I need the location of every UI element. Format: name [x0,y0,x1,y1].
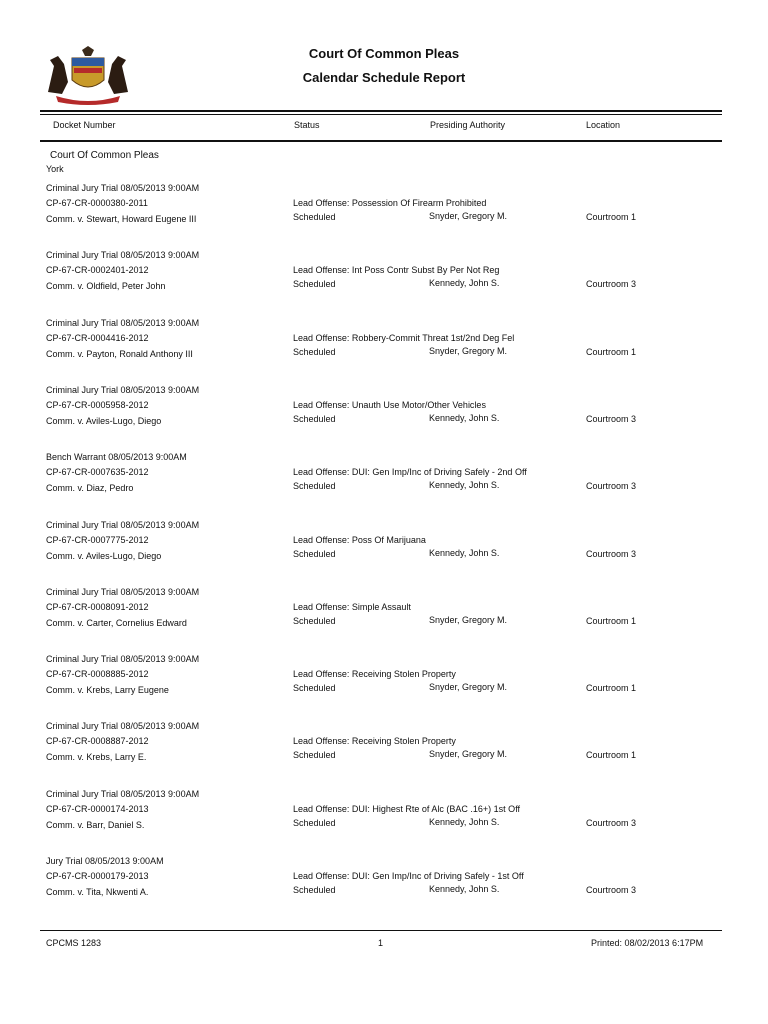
entry-presiding-authority: Snyder, Gregory M. [429,346,508,356]
entry-status: Scheduled [293,683,336,693]
entry-case-caption: Comm. v. Stewart, Howard Eugene III [46,214,197,224]
entry-presiding-authority: Snyder, Gregory M. [429,749,508,759]
entry-lead-offense: Lead Offense: Robbery-Commit Threat 1st/2nd Deg Fel [293,333,515,343]
entry-hearing-type: Bench Warrant 08/05/2013 9:00AM [46,452,187,462]
entry-hearing-type: Criminal Jury Trial 08/05/2013 9:00AM [46,721,200,731]
entry-presiding-authority: Snyder, Gregory M. [429,615,508,625]
header-rule [40,110,722,112]
entry-lead-offense: Lead Offense: Simple Assault [293,602,411,612]
entry-docket-number: CP-67-CR-0000380-2011 [46,198,148,208]
calendar-entry [0,452,768,512]
entry-hearing-type: Criminal Jury Trial 08/05/2013 9:00AM [46,183,200,193]
entry-hearing-type: Jury Trial 08/05/2013 9:00AM [46,856,164,866]
entry-lead-offense: Lead Offense: Unauth Use Motor/Other Vehicles [293,400,486,410]
entry-docket-number: CP-67-CR-0000174-2013 [46,804,149,814]
entry-status: Scheduled [293,481,336,491]
calendar-entry [0,318,768,378]
entry-docket-number: CP-67-CR-0000179-2013 [46,871,149,881]
entry-docket-number: CP-67-CR-0007635-2012 [46,467,149,477]
column-header-location: Location [586,120,621,130]
column-header-authority: Presiding Authority [430,120,506,130]
column-header-docket: Docket Number [53,120,116,130]
entry-lead-offense: Lead Offense: Poss Of Marijuana [293,535,426,545]
entry-location: Courtroom 1 [586,683,637,693]
entry-status: Scheduled [293,347,336,357]
entry-status: Scheduled [293,818,336,828]
entry-location: Courtroom 1 [586,347,637,357]
entry-docket-number: CP-67-CR-0002401-2012 [46,265,149,275]
entry-status: Scheduled [293,616,336,626]
entry-docket-number: CP-67-CR-0008887-2012 [46,736,149,746]
entry-location: Courtroom 3 [586,818,637,828]
footer-rule [40,930,722,931]
entry-lead-offense: Lead Offense: Receiving Stolen Property [293,736,456,746]
entry-location: Courtroom 3 [586,481,637,491]
footer-form-id: CPCMS 1283 [46,938,102,948]
section-county: York [46,164,64,174]
entry-lead-offense: Lead Offense: Int Poss Contr Subst By Per Not Reg [293,265,500,275]
entry-location: Courtroom 1 [586,750,637,760]
report-court-title: Court Of Common Pleas [308,46,460,61]
entry-hearing-type: Criminal Jury Trial 08/05/2013 9:00AM [46,654,200,664]
entry-location: Courtroom 1 [586,212,637,222]
entry-presiding-authority: Snyder, Gregory M. [429,682,508,692]
entry-status: Scheduled [293,279,336,289]
calendar-entry [0,250,768,310]
calendar-entry [0,520,768,580]
entry-case-caption: Comm. v. Aviles-Lugo, Diego [46,416,162,426]
entry-docket-number: CP-67-CR-0007775-2012 [46,535,149,545]
calendar-entry [0,856,768,916]
entry-case-caption: Comm. v. Payton, Ronald Anthony III [46,349,193,359]
entry-status: Scheduled [293,750,336,760]
entry-docket-number: CP-67-CR-0008091-2012 [46,602,149,612]
header-rule-thin [40,114,722,115]
entry-case-caption: Comm. v. Carter, Cornelius Edward [46,618,187,628]
entry-status: Scheduled [293,212,336,222]
entry-case-caption: Comm. v. Krebs, Larry Eugene [46,685,169,695]
entry-case-caption: Comm. v. Tita, Nkwenti A. [46,887,149,897]
entry-hearing-type: Criminal Jury Trial 08/05/2013 9:00AM [46,789,200,799]
calendar-entry [0,183,768,243]
entry-presiding-authority: Kennedy, John S. [429,278,500,288]
entry-location: Courtroom 3 [586,414,637,424]
entry-lead-offense: Lead Offense: Receiving Stolen Property [293,669,456,679]
entry-lead-offense: Lead Offense: DUI: Gen Imp/Inc of Driving Safely - 2nd Off [293,467,527,477]
entry-presiding-authority: Snyder, Gregory M. [429,211,508,221]
entry-docket-number: CP-67-CR-0008885-2012 [46,669,149,679]
calendar-entry [0,721,768,781]
entry-hearing-type: Criminal Jury Trial 08/05/2013 9:00AM [46,250,200,260]
entry-docket-number: CP-67-CR-0005958-2012 [46,400,149,410]
entry-case-caption: Comm. v. Oldfield, Peter John [46,281,166,291]
column-header-rule [40,140,722,142]
footer-page-number: 1 [378,938,384,948]
entry-presiding-authority: Kennedy, John S. [429,817,500,827]
entry-status: Scheduled [293,414,336,424]
entry-location: Courtroom 3 [586,279,637,289]
entry-presiding-authority: Kennedy, John S. [429,548,500,558]
entry-case-caption: Comm. v. Diaz, Pedro [46,483,134,493]
entry-docket-number: CP-67-CR-0004416-2012 [46,333,149,343]
calendar-entry [0,587,768,647]
calendar-entry [0,654,768,714]
entry-hearing-type: Criminal Jury Trial 08/05/2013 9:00AM [46,385,200,395]
calendar-entry [0,789,768,849]
section-court-name: Court Of Common Pleas [50,150,159,161]
entry-location: Courtroom 3 [586,549,637,559]
entry-lead-offense: Lead Offense: Possession Of Firearm Prohibited [293,198,487,208]
entry-lead-offense: Lead Offense: DUI: Gen Imp/Inc of Driving Safely - 1st Off [293,871,524,881]
entry-hearing-type: Criminal Jury Trial 08/05/2013 9:00AM [46,587,200,597]
entry-presiding-authority: Kennedy, John S. [429,884,500,894]
entry-case-caption: Comm. v. Aviles-Lugo, Diego [46,551,162,561]
entry-case-caption: Comm. v. Barr, Daniel S. [46,820,145,830]
calendar-entry [0,385,768,445]
footer-printed-date: Printed: 08/02/2013 6:17PM [591,938,704,948]
column-header-status: Status [294,120,320,130]
entry-hearing-type: Criminal Jury Trial 08/05/2013 9:00AM [46,318,200,328]
entry-case-caption: Comm. v. Krebs, Larry E. [46,752,147,762]
entry-location: Courtroom 3 [586,885,637,895]
entry-presiding-authority: Kennedy, John S. [429,480,500,490]
entry-location: Courtroom 1 [586,616,637,626]
report-subtitle: Calendar Schedule Report [302,70,466,85]
entry-presiding-authority: Kennedy, John S. [429,413,500,423]
entry-hearing-type: Criminal Jury Trial 08/05/2013 9:00AM [46,520,200,530]
entry-status: Scheduled [293,885,336,895]
entry-lead-offense: Lead Offense: DUI: Highest Rte of Alc (BAC .16+) 1st Off [293,804,521,814]
entry-status: Scheduled [293,549,336,559]
